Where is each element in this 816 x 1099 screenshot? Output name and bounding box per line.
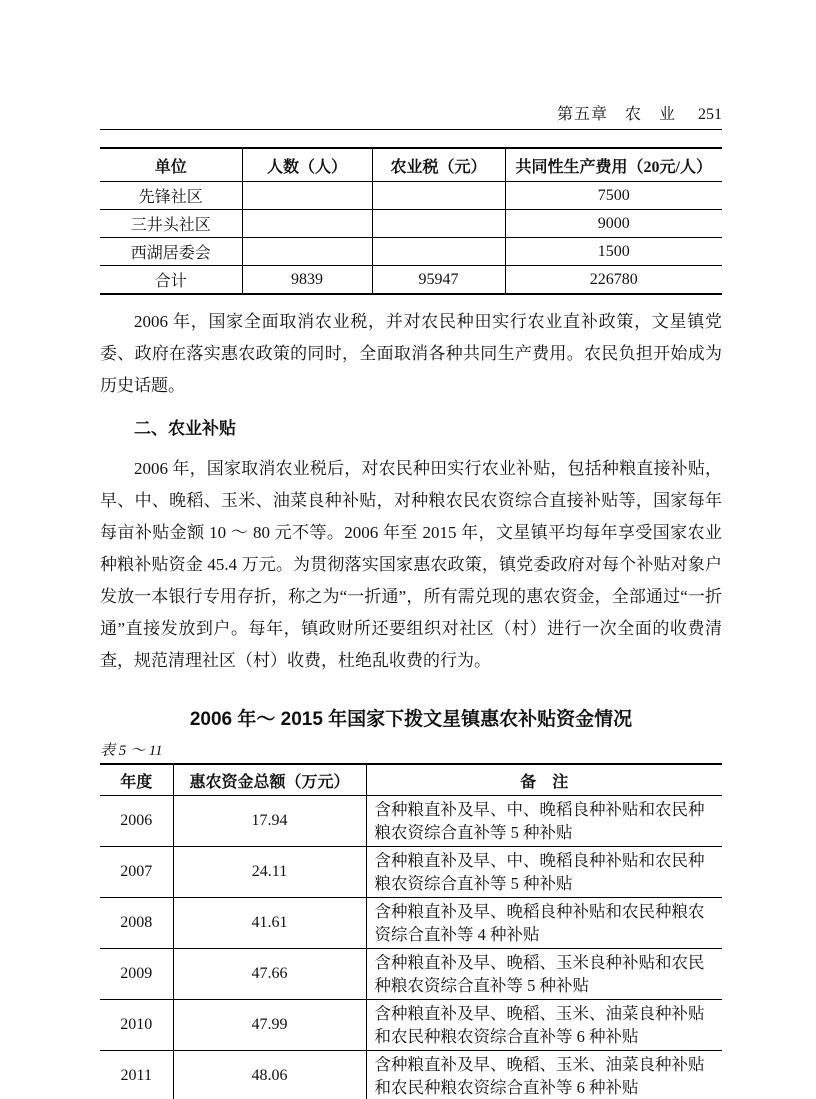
table-cell [242, 182, 372, 210]
subsidy-table-header-row [100, 764, 722, 796]
table-row [100, 210, 722, 238]
table-header-cell: 农业税（元） [372, 148, 505, 182]
page-number: 251 [698, 106, 722, 123]
table-cell-year: 2007 [100, 847, 173, 898]
table-header-cell: 惠农资金总额（万元） [173, 764, 366, 796]
table-cell-amount: 41.61 [173, 898, 366, 949]
table-cell-amount: 24.11 [173, 847, 366, 898]
table-cell-amount: 47.66 [173, 949, 366, 1000]
table-cell: 9000 [505, 210, 722, 238]
table-row [100, 182, 722, 210]
table-cell [242, 238, 372, 266]
table-cell-remark: 含种粮直补及早、晚稻、玉米良种补贴和农民种粮农资综合直补等 5 种补贴 [366, 949, 722, 1000]
table-cell [372, 182, 505, 210]
page-content [100, 0, 722, 1099]
table-cell-remark: 含种粮直补及早、晚稻、玉米、油菜良种补贴和农民种粮农资综合直补等 6 种补贴 [366, 1000, 722, 1051]
table-header-cell: 单位 [100, 148, 242, 182]
table-header-cell: 共同性生产费用（20元/人） [505, 148, 722, 182]
table-cell-remark: 含种粮直补及早、晚稻、玉米、油菜良种补贴和农民种粮农资综合直补等 6 种补贴 [366, 1051, 722, 1099]
fee-table-header-row [100, 148, 722, 182]
table-row [100, 898, 722, 949]
table-cell: 1500 [505, 238, 722, 266]
table-cell-year: 2009 [100, 949, 173, 1000]
table-header-cell: 备 注 [366, 764, 722, 796]
subsidy-table-label: 表 5 ～ 11 [100, 743, 163, 759]
table-row [100, 796, 722, 847]
running-head [100, 104, 722, 130]
table-cell: 三井头社区 [100, 210, 242, 238]
table-cell-amount: 47.99 [173, 1000, 366, 1051]
table-cell: 226780 [505, 266, 722, 295]
table-row [100, 949, 722, 1000]
table-row [100, 1000, 722, 1051]
table-row [100, 238, 722, 266]
table-cell [372, 210, 505, 238]
fee-table [100, 147, 722, 295]
table-cell-amount: 48.06 [173, 1051, 366, 1099]
table-cell: 7500 [505, 182, 722, 210]
table-cell-year: 2006 [100, 796, 173, 847]
table-cell-remark: 含种粮直补及早、中、晚稻良种补贴和农民种粮农资综合直补等 5 种补贴 [366, 847, 722, 898]
paragraph-subsidy-detail: 2006 年，国家取消农业税后，对农民种田实行农业补贴，包括种粮直接补贴，早、中、晚稻、玉米、油菜良种补贴，对种粮农民农资综合直接补贴等，国家每年每亩补贴金额 10 ～ 80 元不等。2006 年至 2015 年，文星镇平均每年享受国家农业种粮补贴资金 45.4 万元。为贯彻落实国家惠农政策，镇党委政府对每个补贴对象户发放一本银行专用存折，称之为“一折通”，所有需兑现的惠农资金，全部通过“一折通”直接发放到户。每年，镇政财所还要组织对社区（村）进行一次全面的收费清查，规范清理社区（村）收费，杜绝乱收费的行为。 [100, 459, 722, 670]
table-cell: 95947 [372, 266, 505, 295]
table-row-total [100, 266, 722, 295]
table-row [100, 847, 722, 898]
table-header-cell: 年度 [100, 764, 173, 796]
table-cell-amount: 17.94 [173, 796, 366, 847]
table-cell-year: 2008 [100, 898, 173, 949]
table-cell-remark: 含种粮直补及早、晚稻良种补贴和农民种粮农资综合直补等 4 种补贴 [366, 898, 722, 949]
paragraph-tax-abolition: 2006 年，国家全面取消农业税，并对农民种田实行农业直补政策，文星镇党委、政府在落实惠农政策的同时，全面取消各种共同生产费用。农民负担开始成为历史话题。 [100, 312, 722, 395]
table-header-cell: 人数（人） [242, 148, 372, 182]
table-cell-year: 2011 [100, 1051, 173, 1099]
table-cell-remark: 含种粮直补及早、中、晚稻良种补贴和农民种粮农资综合直补等 5 种补贴 [366, 796, 722, 847]
table-cell-year: 2010 [100, 1000, 173, 1051]
section-heading-subsidy: 二、农业补贴 [134, 419, 236, 438]
table-cell: 合计 [100, 266, 242, 295]
chapter-title: 第五章 农 业 [556, 106, 676, 123]
table-row [100, 1051, 722, 1099]
subsidy-table [100, 763, 722, 1099]
table-cell: 9839 [242, 266, 372, 295]
table-cell [372, 238, 505, 266]
table-cell: 西湖居委会 [100, 238, 242, 266]
table-cell [242, 210, 372, 238]
subsidy-table-title: 2006 年～ 2015 年国家下拨文星镇惠农补贴资金情况 [189, 709, 633, 730]
table-cell: 先锋社区 [100, 182, 242, 210]
